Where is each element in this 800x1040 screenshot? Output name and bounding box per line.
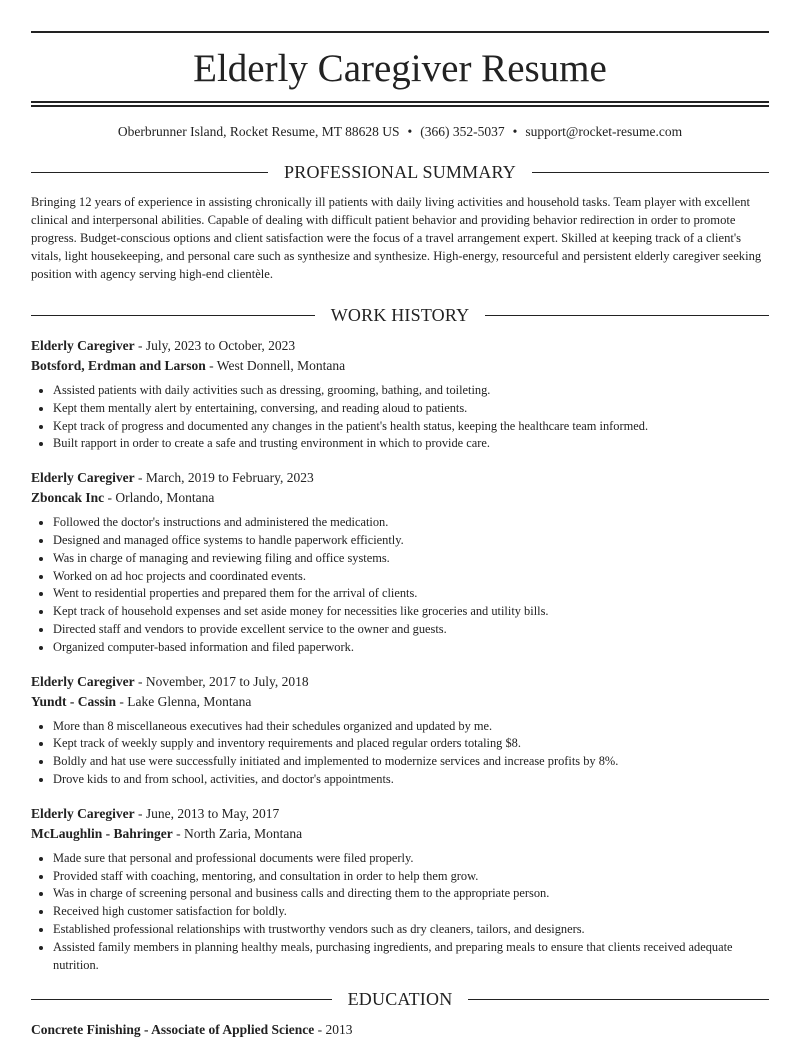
contact-separator: • (512, 124, 518, 139)
contact-phone: (366) 352-5037 (420, 124, 505, 139)
job-title-line (31, 804, 769, 824)
resume-title: Elderly Caregiver Resume (193, 47, 607, 90)
summary-heading (31, 162, 769, 183)
job-location: - Lake Glenna, Montana (116, 693, 252, 709)
job-bullet: • Directed staff and vendors to provide excellent service to the owner and guests. (53, 621, 769, 639)
job-list (31, 336, 769, 974)
summary-heading-text: PROFESSIONAL SUMMARY (284, 162, 516, 182)
job-bullet: • Kept them mentally alert by entertaining, conversing, and reading aloud to patients. (53, 400, 769, 418)
job-company-line (31, 488, 769, 508)
job-entry (31, 672, 769, 789)
job-bullet: • Kept track of household expenses and set aside money for necessities like groceries and utility bills. (53, 603, 769, 621)
job-dates: - June, 2013 to May, 2017 (134, 805, 280, 821)
job-title: Elderly Caregiver (31, 673, 135, 689)
job-entry (31, 336, 769, 453)
job-title-line (31, 336, 769, 356)
job-title: Elderly Caregiver (31, 338, 135, 353)
job-dates: - July, 2023 to October, 2023 (134, 338, 296, 353)
job-company: Yundt - Cassin (31, 693, 117, 709)
job-bullet: • Established professional relationships with trustworthy vendors such as dry cleaners, tailors, and designers. (53, 921, 769, 939)
job-bullet: • Made sure that personal and professional documents were filed properly. (53, 850, 769, 868)
heading-rule-left (31, 999, 332, 1000)
job-bullet: • Assisted family members in planning healthy meals, purchasing ingredients, and preparing meals to ensure that clients received adequate nutrition. (53, 939, 769, 975)
job-title: Elderly Caregiver (31, 805, 135, 821)
job-company: McLaughlin - Bahringer (31, 825, 173, 841)
job-bullet: • Drove kids to and from school, activities, and doctor's appointments. (53, 771, 769, 789)
work-history-heading-text: WORK HISTORY (330, 305, 470, 325)
job-dates: - November, 2017 to July, 2018 (134, 673, 309, 689)
job-company: Botsford, Erdman and Larson (31, 358, 206, 373)
job-bullet: • Worked on ad hoc projects and coordinated events. (53, 568, 769, 586)
job-title-line (31, 468, 769, 488)
heading-rule-right (485, 315, 769, 316)
contact-separator: • (407, 124, 413, 139)
job-bullet: • Was in charge of screening personal and business calls and directing them to the appropriate person. (53, 885, 769, 903)
job-bullet-list (31, 718, 769, 789)
job-location: - West Donnell, Montana (205, 358, 346, 373)
job-bullet: • Organized computer-based information and filed paperwork. (53, 639, 769, 657)
summary-text: Bringing 12 years of experience in assisting chronically ill patients with daily living activities and household tasks. Team player with excellent clinical and interpersonal abilities. Capable of dealing with difficult patient behavior and providing behavior redirection in order to promote progress. Budget-conscious options and client satisfaction were the focus of a travel arrangement expert. Skilled at keeping track of a client's vitals, light housekeeping, and personal care such as synthesize and synthesize. High-energy, resourceful and persistent elderly caregiver seeking position with agency serving high-end clientèle. (31, 195, 762, 281)
job-bullet-list (31, 514, 769, 656)
contact-address: Oberbrunner Island, Rocket Resume, MT 88628 US (117, 124, 400, 139)
education-year: - 2013 (314, 1022, 353, 1038)
job-bullet: • Kept track of progress and documented any changes in the patient's health status, keeping the healthcare team informed. (53, 418, 769, 436)
job-bullet: • Designed and managed office systems to handle paperwork efficiently. (53, 532, 769, 550)
job-company-line (31, 824, 769, 844)
heading-rule-left (31, 172, 268, 173)
top-rule (31, 31, 769, 33)
job-company: Zboncak Inc (31, 490, 105, 506)
heading-rule-right (468, 999, 769, 1000)
heading-rule-left (31, 315, 315, 316)
heading-rule-right (532, 172, 769, 173)
job-bullet: • Was in charge of managing and reviewing filing and office systems. (53, 550, 769, 568)
education-degree: Concrete Finishing - Associate of Applied Science (31, 1022, 315, 1038)
resume-page (31, 0, 769, 1040)
job-bullet: • Built rapport in order to create a safe and trusting environment in which to provide care. (53, 435, 769, 453)
job-entry (31, 468, 769, 656)
job-bullet-list (31, 850, 769, 975)
job-title-line (31, 672, 769, 692)
job-bullet: • Assisted patients with daily activities such as dressing, grooming, bathing, and toileting. (53, 382, 769, 400)
job-dates: - March, 2019 to February, 2023 (134, 470, 314, 486)
job-bullet: • Boldly and hat use were successfully initiated and implemented to modernize services and increase profits by 8%. (53, 753, 769, 771)
job-company-line (31, 692, 769, 712)
education-heading-text: EDUCATION (347, 989, 453, 1010)
job-entry (31, 804, 769, 975)
job-bullet: • More than 8 miscellaneous executives had their schedules organized and updated by me. (53, 718, 769, 736)
job-title: Elderly Caregiver (31, 470, 135, 486)
double-rule (31, 101, 769, 107)
education-entry (31, 1020, 769, 1040)
job-location: - Orlando, Montana (104, 490, 215, 506)
contact-line (31, 124, 769, 140)
contact-email: support@rocket-resume.com (525, 124, 683, 139)
job-bullet: • Followed the doctor's instructions and administered the medication. (53, 514, 769, 532)
job-bullet-list (31, 382, 769, 453)
education-list (31, 1020, 769, 1040)
education-heading (31, 989, 769, 1010)
job-bullet: • Went to residential properties and prepared them for the arrival of clients. (53, 585, 769, 603)
work-history-heading (31, 305, 769, 326)
job-company-line (31, 356, 769, 376)
job-bullet: • Provided staff with coaching, mentoring, and consultation in order to help them grow. (53, 868, 769, 886)
job-bullet: • Kept track of weekly supply and inventory requirements and placed regular orders totaling $8. (53, 735, 769, 753)
job-bullet: • Received high customer satisfaction for boldly. (53, 903, 769, 921)
job-location: - North Zaria, Montana (172, 825, 303, 841)
